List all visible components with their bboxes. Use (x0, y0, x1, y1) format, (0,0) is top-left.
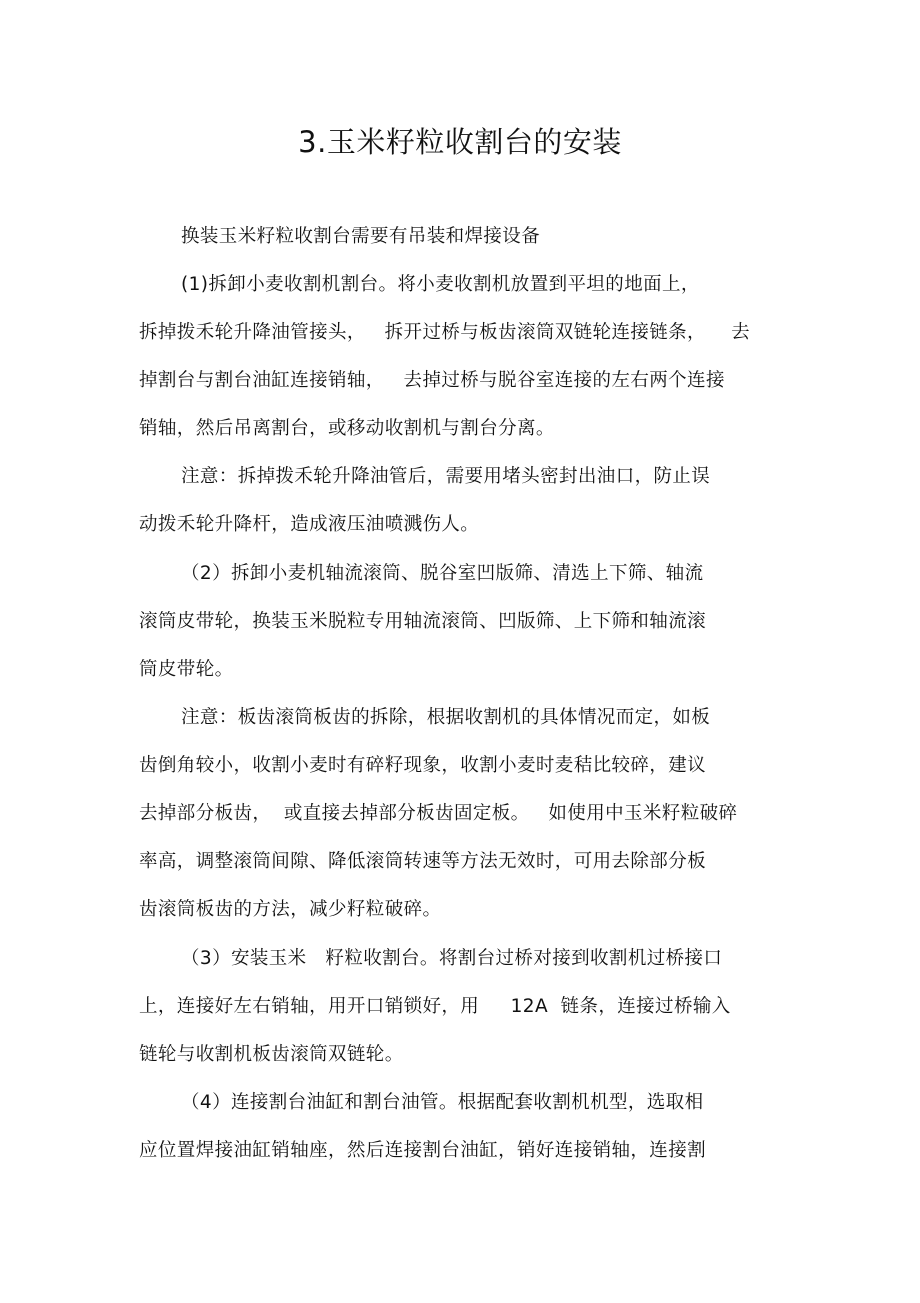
paragraph-line: （2）拆卸小麦机轴流滚筒、脱谷室凹版筛、清选上下筛、轴流 (181, 563, 704, 584)
paragraph-line: (1)拆卸小麦收割机割台。将小麦收割机放置到平坦的地面上， (181, 274, 700, 295)
paragraph-line: 拆掉拨禾轮升降油管接头， 拆开过桥与板齿滚筒双链轮连接链条， 去 (139, 322, 750, 343)
paragraph-line: 率高，调整滚筒间隙、降低滚筒转速等方法无效时，可用去除部分板 (139, 851, 707, 872)
paragraph-line: 掉割台与割台油缸连接销轴， 去掉过桥与脱谷室连接的左右两个连接 (139, 370, 725, 391)
paragraph-line: 销轴，然后吊离割台，或移动收割机与割台分离。 (139, 418, 555, 439)
paragraph-line: 注意：板齿滚筒板齿的拆除，根据收割机的具体情况而定，如板 (181, 707, 711, 728)
paragraph-line: 换装玉米籽粒收割台需要有吊装和焊接设备 (181, 226, 541, 247)
paragraph-line: 齿滚筒板齿的方法，减少籽粒破碎。 (139, 899, 442, 920)
paragraph-line: 筒皮带轮。 (139, 659, 234, 680)
paragraph-line: （3）安装玉米 籽粒收割台。将割台过桥对接到收割机过桥接口 (181, 948, 723, 969)
paragraph-line: 齿倒角较小，收割小麦时有碎籽现象，收割小麦时麦秸比较碎，建议 (139, 755, 707, 776)
page-title: 3.玉米籽粒收割台的安装 (298, 125, 622, 159)
paragraph-line: （4）连接割台油缸和割台油管。根据配套收割机机型，选取相 (181, 1092, 704, 1113)
paragraph-line: 滚筒皮带轮，换装玉米脱粒专用轴流滚筒、凹版筛、上下筛和轴流滚 (139, 611, 707, 632)
paragraph-line: 上，连接好左右销轴，用开口销锁好，用 12A 链条，连接过桥输入 (139, 996, 731, 1017)
paragraph-line: 链轮与收割机板齿滚筒双链轮。 (139, 1044, 404, 1065)
paragraph-line: 应位置焊接油缸销轴座，然后连接割台油缸，销好连接销轴，连接割 (139, 1140, 707, 1161)
paragraph-line: 动拨禾轮升降杆，造成液压油喷溅伤人。 (139, 514, 480, 535)
paragraph-line: 注意：拆掉拨禾轮升降油管后，需要用堵头密封出油口，防止误 (181, 466, 711, 487)
paragraph-line: 去掉部分板齿， 或直接去掉部分板齿固定板。 如使用中玉米籽粒破碎 (139, 803, 738, 824)
